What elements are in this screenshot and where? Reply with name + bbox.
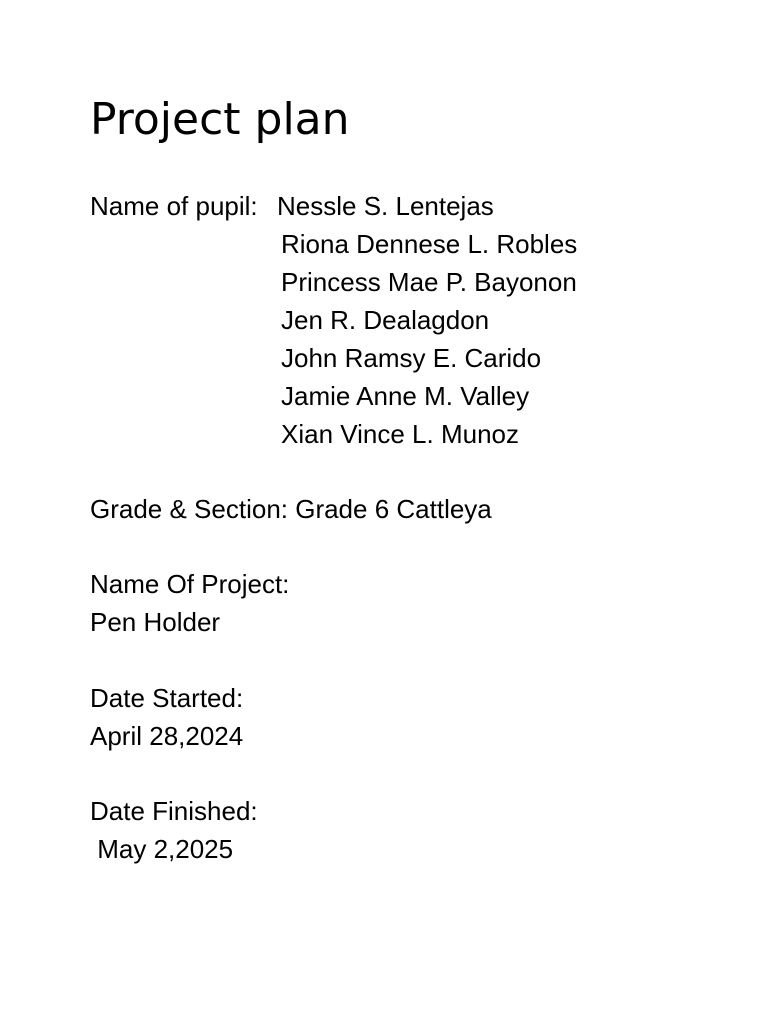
pupil-name: Jen R. Dealagdon	[281, 305, 490, 335]
pupil-name: Princess Mae P. Bayonon	[281, 267, 577, 297]
project-label: Name Of Project:	[90, 569, 290, 599]
pupil-name: John Ramsy E. Carido	[281, 343, 542, 373]
pupil-name: Xian Vince L. Munoz	[281, 419, 519, 449]
pupil-name: Riona Dennese L. Robles	[281, 229, 578, 259]
date-finished-value: May 2,2025	[90, 834, 234, 864]
pupil-name: Jamie Anne M. Valley	[281, 381, 530, 411]
pupil-name: Nessle S. Lentejas	[277, 191, 494, 221]
page-title: Project plan	[90, 94, 350, 145]
pupil-label: Name of pupil:	[90, 191, 258, 221]
project-name: Pen Holder	[90, 607, 221, 637]
date-started-value: April 28,2024	[90, 721, 244, 751]
date-finished-label: Date Finished:	[90, 796, 258, 826]
grade-section-line: Grade & Section: Grade 6 Cattleya	[90, 494, 492, 524]
date-started-label: Date Started:	[90, 683, 244, 713]
